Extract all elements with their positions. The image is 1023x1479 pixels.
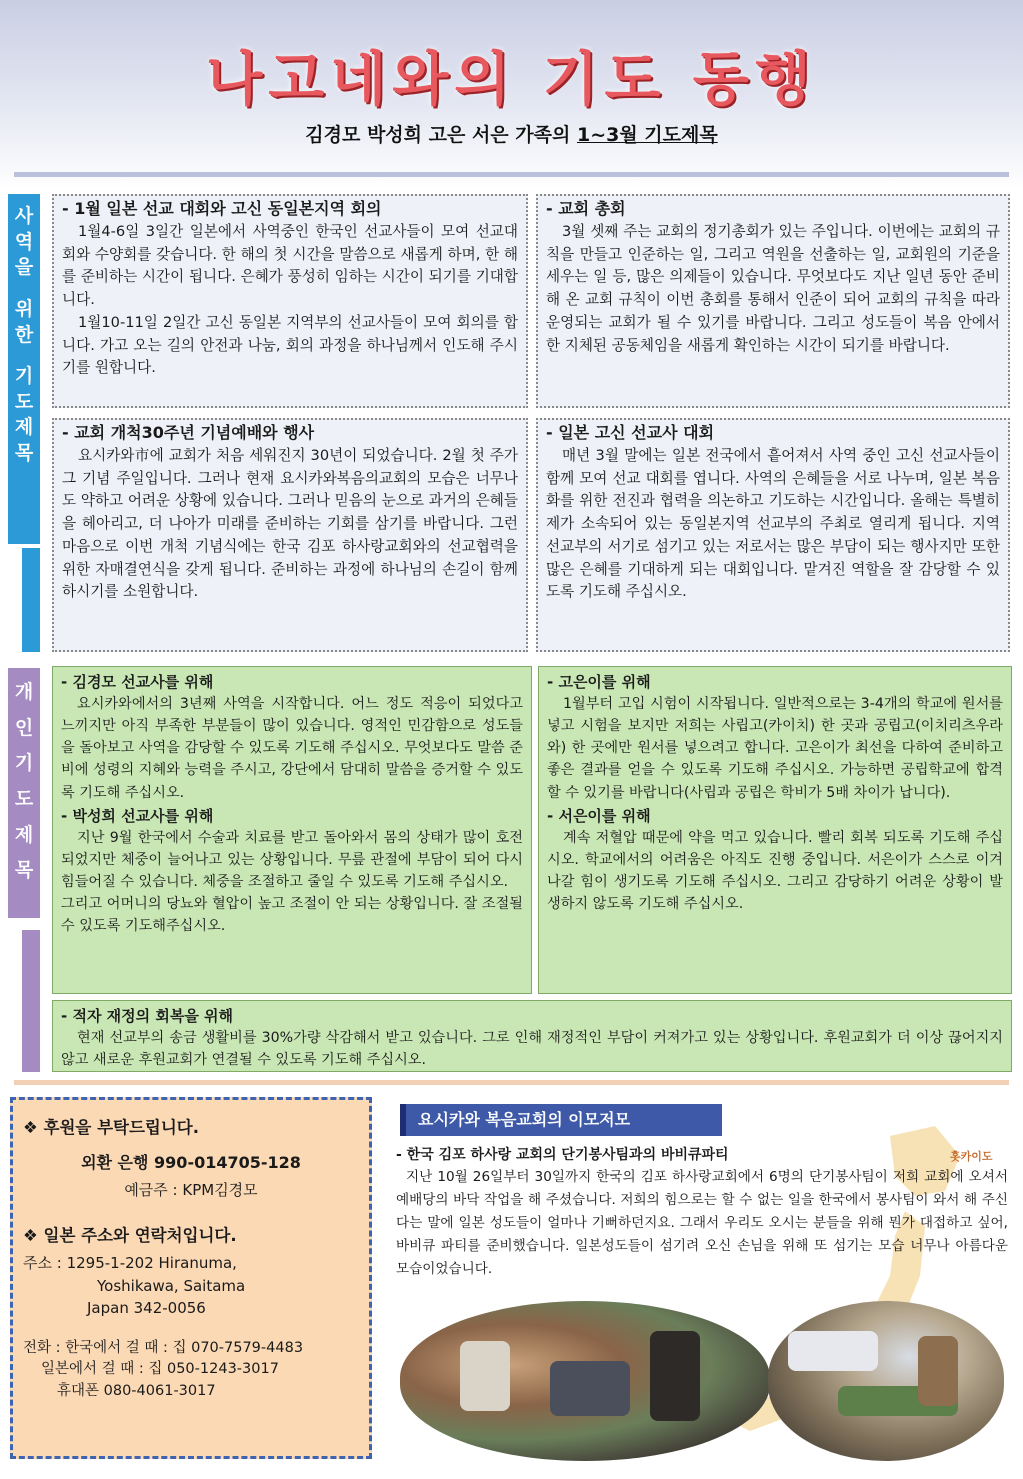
phone-block bbox=[23, 1338, 359, 1403]
bank-account: 외환 은행 990-014705-128 bbox=[81, 1153, 301, 1172]
map-label: 홋카이도 bbox=[950, 1150, 993, 1163]
park-extra-text: 그리고 어머니의 당뇨와 혈압이 높고 조절이 안 되는 상황입니다. 잘 조절될 수 있도록 기도해주십시오. bbox=[61, 896, 523, 935]
personal-sidebar-label bbox=[8, 668, 40, 918]
kim-heading: - 김경모 선교사를 위해 bbox=[61, 673, 214, 691]
support-box bbox=[10, 1097, 372, 1459]
park-text: 지난 9월 한국에서 수술과 치료를 받고 돌아와서 몸의 상태가 많이 호전되었지만 체중이 늘어나고 있는 상황입니다. 무릎 관절에 부담이 되어 다시 힘들어질 수 있습니다. 체중을 조절하고 줄일 수 있도록 기도해 주십시오. bbox=[61, 829, 523, 891]
bbq-photo-2 bbox=[768, 1301, 1004, 1461]
sidebar-char: 인 bbox=[14, 716, 34, 739]
address-line: Japan 342-0056 bbox=[87, 1299, 206, 1317]
sidebar-char: 한 bbox=[14, 323, 34, 346]
ministry-sidebar-label bbox=[8, 194, 40, 544]
anniversary-heading: - 교회 개척30주년 기념예배와 행사 bbox=[62, 423, 315, 442]
seoeun-text: 계속 저혈압 때문에 약을 먹고 있습니다. 빨리 회복 되도록 기도해 주십시오. 학교에서의 어려움은 아직도 진행 중입니다. 서은이가 스스로 이겨나갈 힘이 생기도록 기도해 주십시오. 그리고 감당하기 어려운 상황이 발생하지 않도록 기도해 주십시오. bbox=[547, 829, 1003, 913]
anniversary-box bbox=[52, 418, 528, 652]
phone-korea: 전화 : 한국에서 걸 때 : 집 070-7579-4483 bbox=[23, 1339, 304, 1356]
news-headline: - 한국 김포 하사랑 교회의 단기봉사팀과의 바비큐파티 bbox=[396, 1147, 729, 1163]
finance-box bbox=[52, 1000, 1012, 1072]
sidebar-char: 사 bbox=[14, 205, 34, 227]
phone-japan: 일본에서 걸 때 : 집 050-1243-3017 bbox=[41, 1361, 279, 1378]
bbq-photo-1 bbox=[400, 1301, 770, 1461]
middle-divider bbox=[14, 1080, 1009, 1085]
church-meeting-heading: - 교회 총회 bbox=[546, 199, 626, 218]
japan-conference-text: 1월10-11일 2일간 고신 동일본 지역부의 선교사들이 모여 회의를 합니다. 가고 오는 길의 안전과 나눔, 회의 과정을 하나님께서 인도해 주시기를 원합니다. bbox=[62, 313, 518, 377]
church-meeting-box bbox=[536, 194, 1010, 408]
address-block bbox=[23, 1252, 359, 1320]
sidebar-char: 위 bbox=[14, 297, 34, 320]
phone-mobile: 휴대폰 080-4061-3017 bbox=[57, 1383, 216, 1399]
news-body: 지난 10월 26일부터 30일까지 한국의 김포 하사랑교회에서 6명의 단기봉사팀이 저희 교회에 오셔서 예배당의 바닥 작업을 해 주셨습니다. 저희의 힘으로는 할 수 없는 일을 한국에서 봉사팀이 와서 해 주신다는 말에 일본 성도들이 얼마나 기뻐하던지요. 그래서 우리도 오시는 분들을 위해 뭔가 대접하고 싶어, 바비큐 파티를 준비했습니다. 일본성도들이 섬기려 오신 손님을 위해 또 섬기는 모습 너무나 아름다운 모습이었습니다. bbox=[396, 1169, 1008, 1278]
news-section bbox=[390, 1096, 1014, 1471]
sidebar-char: 목 bbox=[14, 859, 34, 882]
account-holder: 예금주 : KPM김경모 bbox=[124, 1181, 258, 1199]
subtitle-prefix: 김경모 박성희 고은 서은 가족의 bbox=[305, 124, 577, 146]
missionary-conf-heading: - 일본 고신 선교사 대회 bbox=[546, 423, 715, 442]
sidebar-char: 제 bbox=[14, 823, 34, 846]
seoeun-heading: - 서은이를 위해 bbox=[547, 806, 651, 825]
top-divider bbox=[14, 172, 1009, 177]
sidebar-char: 을 bbox=[14, 256, 34, 279]
sidebar-char: 도 bbox=[14, 787, 34, 810]
kim-text: 요시카와에서의 3년째 사역을 시작합니다. 어느 정도 적응이 되었다고 느끼지만 아직 부족한 부분들이 많이 있습니다. 영적인 민감함으로 성도들을 돌아보고 사역을 감당할 수 있도록 기도해 주십시오. 무엇보다도 말씀 준비에 성령의 지혜와 능력을 주시고, 강단에서 담대히 말씀을 증거할 수 있도록 기도해 주십시오. bbox=[61, 696, 523, 801]
personal-sidebar-extension bbox=[22, 930, 40, 1072]
support-heading: ❖ 후원을 부탁드립니다. bbox=[23, 1118, 199, 1137]
address-line: 주소 : 1295-1-202 Hiranuma, bbox=[23, 1254, 237, 1272]
sidebar-char: 도 bbox=[14, 390, 34, 413]
page-title: 나고네와의 기도 동행 bbox=[206, 45, 817, 113]
personal-right-box bbox=[538, 666, 1012, 994]
subtitle-underlined: 1~3월 기도제목 bbox=[576, 124, 718, 146]
news-title: 요시카와 복음교회의 이모저모 bbox=[400, 1104, 722, 1136]
anniversary-text: 요시카와市에 교회가 처음 세워진지 30년이 되었습니다. 2월 첫 주가 그 기념 주일입니다. 그러나 현재 요시카와복음의교회의 모습은 너무나도 약하고 어려운 상황에 있습니다. 그러나 믿음의 눈으로 과거의 은혜들을 헤아리고, 더 나아가 미래를 준비하는 기회를 삼기를 바랍니다. 그런 마음으로 이번 개척 기념식에는 한국 김포 하사랑교회와의 선교협력을 위한 자매결연식을 갖게 됩니다. 준비하는 과정에 하나님의 손길이 함께 하시기를 소원합니다. bbox=[62, 446, 518, 601]
sidebar-char: 목 bbox=[14, 442, 34, 465]
ministry-sidebar-extension bbox=[22, 548, 40, 652]
sidebar-char: 제 bbox=[14, 416, 34, 439]
missionary-conf-box bbox=[536, 418, 1010, 652]
japan-conference-heading: - 1월 일본 선교 대회와 고신 동일본지역 회의 bbox=[62, 199, 382, 218]
sidebar-char: 역 bbox=[14, 230, 34, 253]
sidebar-char: 기 bbox=[14, 752, 34, 775]
goeun-text: 1월부터 고입 시험이 시작됩니다. 일반적으로는 3-4개의 학교에 원서를 넣고 시험을 보지만 저희는 사립고(카이치) 한 곳과 공립고(이치리츠우라와) 한 곳에만 원서를 넣으려고 합니다. 고은이가 최선을 다하여 준비하고 좋은 결과를 얻을 수 있도록 기도해 주십시오. 가능하면 공립학교에 합격할 수 있기를 바랍니다(사립과 공립은 학비가 5배 차이가 납니다). bbox=[547, 696, 1003, 801]
finance-heading: - 적자 재정의 회복을 위해 bbox=[61, 1007, 234, 1025]
page-subtitle bbox=[0, 120, 1023, 147]
sidebar-char: 기 bbox=[14, 365, 34, 388]
finance-text: 현재 선교부의 송금 생활비를 30%가량 삭감해서 받고 있습니다. 그로 인해 재정적인 부담이 커져가고 있는 상황입니다. 후원교회가 더 이상 끊어지지 않고 새로운 후원교회가 연결될 수 있도록 기도해 주십시오. bbox=[61, 1030, 1003, 1069]
missionary-conf-text: 매년 3월 말에는 일본 전국에서 흩어져서 사역 중인 고신 선교사들이 함께 모여 선교 대회를 엽니다. 사역의 은혜들을 서로 나누며, 일본 복음화를 위한 전진과 협력을 의논하고 기도하는 시간입니다. 올해는 특별히 제가 소속되어 있는 동일본지역 선교부의 주최로 열리게 됩니다. 지역 선교부의 서기로 섬기고 있는 저로서는 많은 부담이 되는 행사지만 또한 많은 은혜를 기대하게 되는 대회입니다. 맡겨진 역할을 잘 감당할 수 있도록 기도해 주십시오. bbox=[546, 446, 1000, 601]
japan-conference-box bbox=[52, 194, 528, 408]
japan-conference-text: 1월4-6일 3일간 일본에서 사역중인 한국인 선교사들이 모여 선교대회와 수양회를 갖습니다. 한 해의 첫 시간을 말씀으로 새롭게 하며, 한 해를 준비하는 시간이 됩니다. 은혜가 풍성히 임하는 시간이 되기를 기대합니다. bbox=[62, 222, 518, 309]
goeun-heading: - 고은이를 위해 bbox=[547, 673, 651, 691]
church-meeting-text: 3월 셋째 주는 교회의 정기총회가 있는 주입니다. 이번에는 교회의 규칙을 만들고 인준하는 일, 그리고 역원을 선출하는 일, 교회원의 기준을 세우는 일 등, 많은 의제들이 있습니다. 무엇보다도 지난 일년 동안 준비해 온 교회 규칙이 이번 총회를 통해서 인준이 되어 교회의 규칙을 따라 운영되는 교회가 될 수 있기를 바랍니다. 그리고 성도들이 복음 안에서 한 지체된 공동체임을 새롭게 확인하는 시간이 되기를 바랍니다. bbox=[546, 222, 1000, 354]
contact-heading: ❖ 일본 주소와 연락처입니다. bbox=[23, 1226, 237, 1245]
park-heading: - 박성희 선교사를 위해 bbox=[61, 806, 214, 825]
personal-left-box bbox=[52, 666, 532, 994]
address-line: Yoshikawa, Saitama bbox=[97, 1276, 246, 1295]
sidebar-char: 개 bbox=[14, 681, 34, 703]
